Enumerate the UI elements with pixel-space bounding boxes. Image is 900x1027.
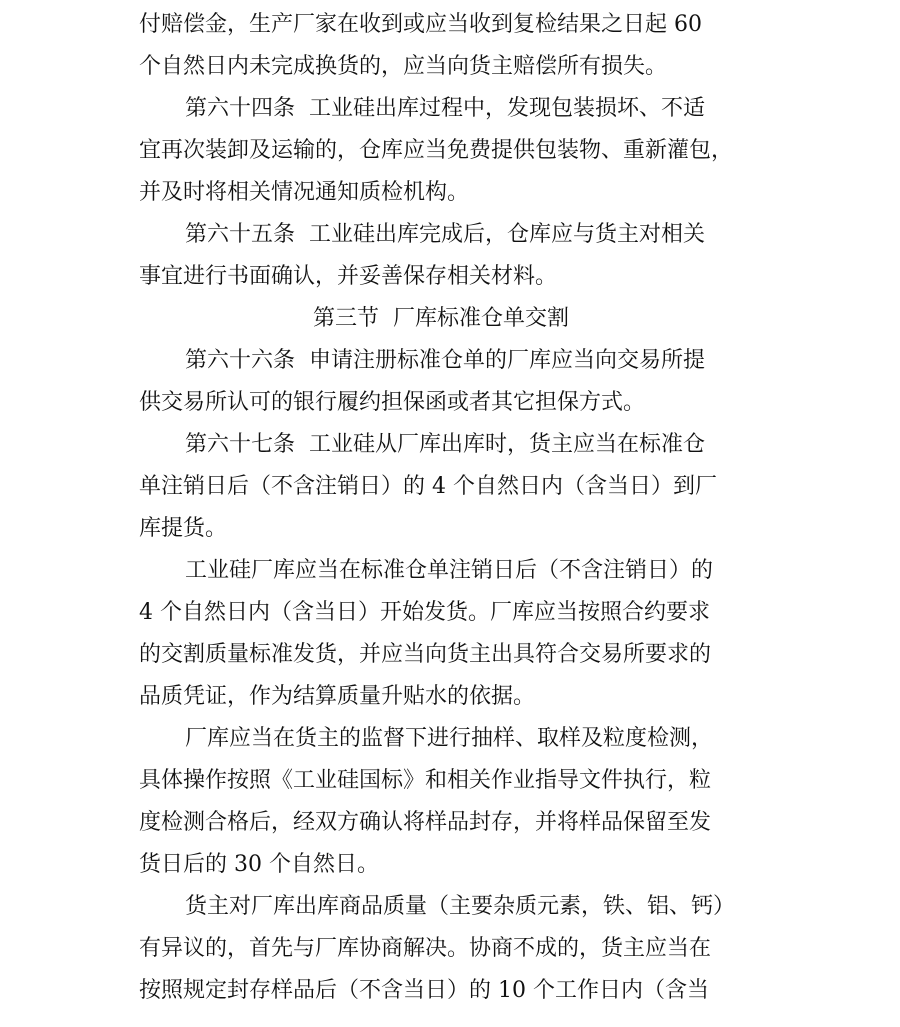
text-line: 供交易所认可的银行履约担保函或者其它担保方式。 [139, 390, 646, 415]
text-line: 具体操作按照《工业硅国标》和相关作业指导文件执行，粒 [139, 768, 712, 793]
text-line: 的交割质量标准发货，并应当向货主出具符合交易所要求的 [139, 642, 712, 667]
text-line: 货日后的 30 个自然日。 [139, 852, 379, 877]
text-line: 按照规定封存样品后（不含当日）的 10 个工作日内（含当 [139, 978, 709, 1003]
article-64-text: 第六十四条 工业硅出库过程中，发现包装损坏、不适 [185, 96, 705, 121]
paragraph-start: 厂库应当在货主的监督下进行抽样、取样及粒度检测， [185, 726, 714, 751]
article-67-text: 第六十七条 工业硅从厂库出库时，货主应当在标准仓 [185, 432, 705, 457]
text-line: 品质凭证，作为结算质量升贴水的依据。 [139, 684, 536, 709]
paragraph-start: 货主对厂库出库商品质量（主要杂质元素，铁、铝、钙） [185, 894, 736, 919]
paragraph-start: 工业硅厂库应当在标准仓单注销日后（不含注销日）的 [185, 558, 714, 583]
text-line: 度检测合格后，经双方确认将样品封存，并将样品保留至发 [139, 810, 712, 835]
text-line: 事宜进行书面确认，并妥善保存相关材料。 [139, 264, 558, 289]
text-line: 单注销日后（不含注销日）的 4 个自然日内（含当日）到厂 [139, 474, 717, 499]
text-line: 4 个自然日内（含当日）开始发货。厂库应当按照合约要求 [139, 600, 710, 625]
article-65-text: 第六十五条 工业硅出库完成后，仓库应与货主对相关 [185, 222, 705, 247]
text-line: 有异议的，首先与厂库协商解决。协商不成的，货主应当在 [139, 936, 712, 961]
section-heading: 第三节 厂库标准仓单交割 [313, 306, 569, 331]
text-line: 库提货。 [139, 516, 228, 541]
article-66-text: 第六十六条 申请注册标准仓单的厂库应当向交易所提 [185, 348, 705, 373]
text-line: 付赔偿金，生产厂家在收到或应当收到复检结果之日起 60 [139, 12, 702, 37]
text-line: 宜再次装卸及运输的，仓库应当免费提供包装物、重新灌包， [139, 138, 734, 163]
text-line: 并及时将相关情况通知质检机构。 [139, 180, 470, 205]
text-line: 个自然日内未完成换货的，应当向货主赔偿所有损失。 [139, 54, 668, 79]
